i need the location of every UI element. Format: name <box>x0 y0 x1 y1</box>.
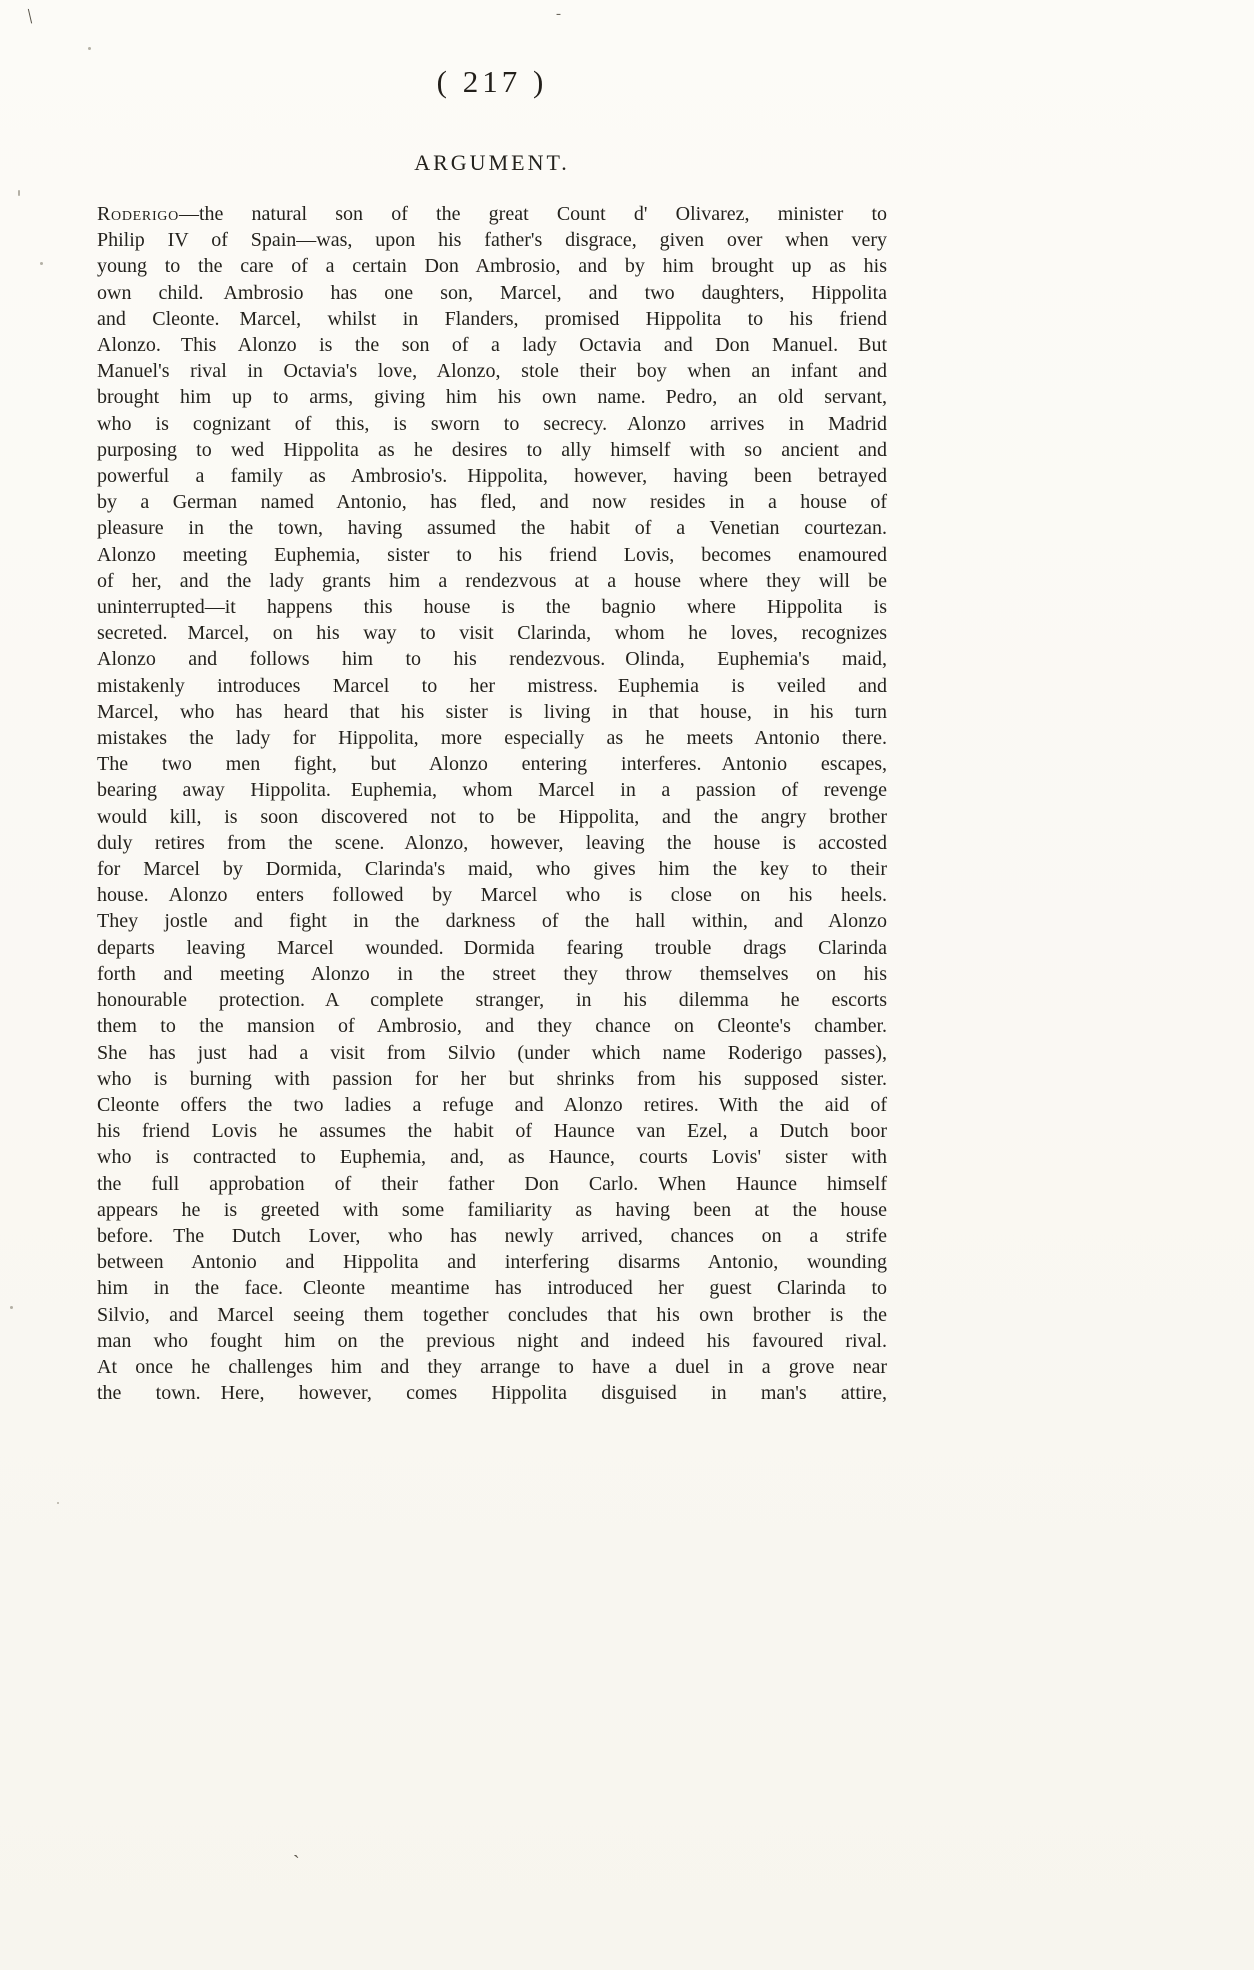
body-line: would kill, is soon discovered not to be Hippolita, and the angry brother <box>97 805 887 828</box>
body-line: the town. Here, however, comes Hippolita disguised in man's attire, <box>97 1382 887 1405</box>
body-line: The two men fight, but Alonzo entering interferes. Antonio escapes, <box>97 753 887 776</box>
body-line: own child. Ambrosio has one son, Marcel, and two daughters, Hippolita <box>97 281 887 304</box>
body-line: who is burning with passion for her but shrinks from his supposed sister. <box>97 1067 887 1090</box>
body-line: They jostle and fight in the darkness of the hall within, and Alonzo <box>97 910 887 933</box>
scan-speck <box>40 262 43 265</box>
body-line: secreted. Marcel, on his way to visit Clarinda, whom he loves, recognizes <box>97 622 887 645</box>
body-line: appears he is greeted with some familiarity as having been at the house <box>97 1198 887 1221</box>
page-number: ( 217 ) <box>436 64 548 99</box>
body-line: and Cleonte. Marcel, whilst in Flanders, promised Hippolita to his friend <box>97 307 887 330</box>
body-line: departs leaving Marcel wounded. Dormida fearing trouble drags Clarinda <box>97 936 887 959</box>
body-line: between Antonio and Hippolita and interfering disarms Antonio, wounding <box>97 1251 887 1274</box>
body-line: who is cognizant of this, is sworn to secrecy. Alonzo arrives in Madrid <box>97 412 887 435</box>
body-line: them to the mansion of Ambrosio, and they chance on Cleonte's chamber. <box>97 1015 887 1038</box>
body-line: uninterrupted—it happens this house is the bagnio where Hippolita is <box>97 596 887 619</box>
body-line: house. Alonzo enters followed by Marcel who is close on his heels. <box>97 884 887 907</box>
body-line: of her, and the lady grants him a rendezvous at a house where they will be <box>97 569 887 592</box>
body-line: who is contracted to Euphemia, and, as Haunce, courts Lovis' sister with <box>97 1146 887 1169</box>
scan-artifact-dash: - <box>556 6 561 22</box>
scan-speck <box>10 1306 13 1309</box>
body-line: Roderigo—the natural son of the great Count d' Olivarez, minister to <box>97 203 887 225</box>
body-line: purposing to wed Hippolita as he desires to ally himself with so ancient and <box>97 438 887 461</box>
body-line: Philip IV of Spain—was, upon his father's disgrace, given over when very <box>97 229 887 252</box>
body-line: honourable protection. A complete stranger, in his dilemma he escorts <box>97 989 887 1012</box>
body-line: him in the face. Cleonte meantime has introduced her guest Clarinda to <box>97 1277 887 1300</box>
body-line: young to the care of a certain Don Ambrosio, and by him brought up as his <box>97 255 887 278</box>
body-line: bearing away Hippolita. Euphemia, whom Marcel in a passion of revenge <box>97 779 887 802</box>
argument-body <box>97 201 887 1406</box>
argument-heading: ARGUMENT. <box>414 150 570 175</box>
body-line: by a German named Antonio, has fled, and now resides in a house of <box>97 491 887 514</box>
body-line: Alonzo and follows him to his rendezvous. Olinda, Euphemia's maid, <box>97 648 887 671</box>
body-line: duly retires from the scene. Alonzo, however, leaving the house is accosted <box>97 831 887 854</box>
scan-speck <box>18 190 20 196</box>
body-line: She has just had a visit from Silvio (under which name Roderigo passes), <box>97 1041 887 1064</box>
body-line: brought him up to arms, giving him his own name. Pedro, an old servant, <box>97 386 887 409</box>
body-line: Marcel, who has heard that his sister is living in that house, in his turn <box>97 700 887 723</box>
scan-speck <box>57 1502 59 1504</box>
body-line: before. The Dutch Lover, who has newly arrived, chances on a strife <box>97 1224 887 1247</box>
body-line: At once he challenges him and they arrange to have a duel in a grove near <box>97 1355 887 1378</box>
body-line: Alonzo. This Alonzo is the son of a lady Octavia and Don Manuel. But <box>97 334 887 357</box>
body-line: his friend Lovis he assumes the habit of Haunce van Ezel, a Dutch boor <box>97 1120 887 1143</box>
body-line: Cleonte offers the two ladies a refuge and Alonzo retires. With the aid of <box>97 1093 887 1116</box>
body-line: pleasure in the town, having assumed the habit of a Venetian courtezan. <box>97 517 887 540</box>
scan-artifact-quote: ` <box>293 1852 300 1874</box>
body-line: mistakenly introduces Marcel to her mistress. Euphemia is veiled and <box>97 674 887 697</box>
body-line: forth and meeting Alonzo in the street they throw themselves on his <box>97 962 887 985</box>
scan-speck <box>88 47 91 50</box>
body-line: Alonzo meeting Euphemia, sister to his friend Lovis, becomes enamoured <box>97 543 887 566</box>
body-line: the full approbation of their father Don Carlo. When Haunce himself <box>97 1172 887 1195</box>
lead-word: Roderigo <box>97 203 179 225</box>
body-line: mistakes the lady for Hippolita, more especially as he meets Antonio there. <box>97 727 887 750</box>
body-line: Silvio, and Marcel seeing them together concludes that his own brother is the <box>97 1303 887 1326</box>
body-line: Manuel's rival in Octavia's love, Alonzo, stole their boy when an infant and <box>97 360 887 383</box>
body-line: powerful a family as Ambrosio's. Hippolita, however, having been betrayed <box>97 465 887 488</box>
body-line: man who fought him on the previous night and indeed his favoured rival. <box>97 1329 887 1352</box>
scan-artifact-mark: \ <box>25 3 35 29</box>
body-line: for Marcel by Dormida, Clarinda's maid, who gives him the key to their <box>97 858 887 881</box>
